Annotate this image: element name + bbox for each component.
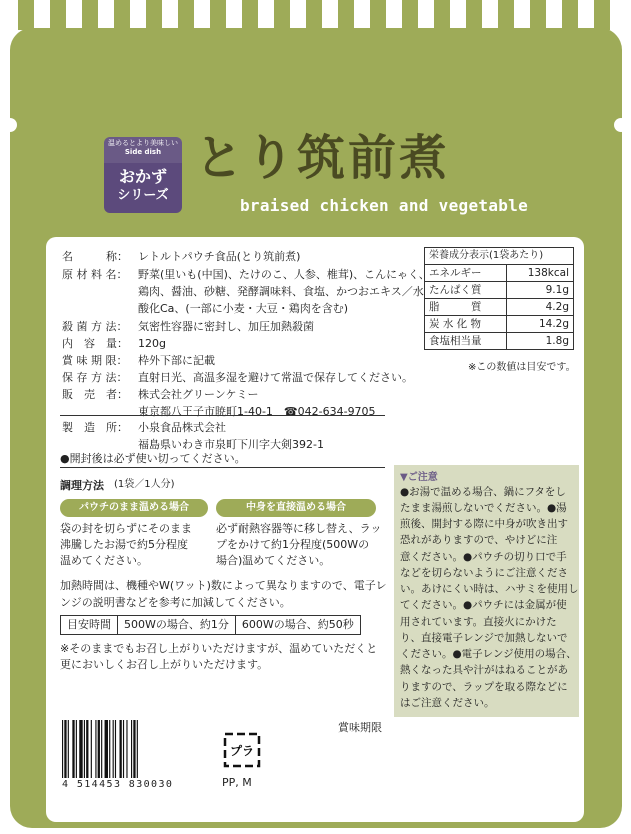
- info-value: 酸化Ca、(一部に小麦・大豆・鶏肉を含む): [138, 302, 349, 315]
- table-row: [425, 299, 574, 316]
- caution-line: てください。●パウチには金属が使: [400, 599, 567, 611]
- table-row: [425, 265, 574, 282]
- nutrition-table: [424, 247, 574, 350]
- nutrient-name: たんぱく質: [425, 282, 507, 299]
- info-label: 製 造 所：: [62, 421, 128, 434]
- notch-left: [3, 118, 17, 132]
- nutrient-value: 138kcal: [506, 265, 573, 282]
- caution-box: [394, 465, 579, 717]
- divider: [60, 415, 385, 416]
- caution-line: 用されています。直接火にかけた: [400, 616, 557, 628]
- series-badge: [104, 137, 182, 213]
- barcode-number: 4 514453 830030: [62, 779, 174, 790]
- info-value: 小泉食品株式会社: [138, 421, 226, 434]
- caution-line: ください。●電子レンジ使用の場合、: [400, 648, 577, 660]
- badge-okazu: おかず: [118, 167, 167, 186]
- nutrient-name: エネルギー: [425, 265, 507, 282]
- info-value: 株式会社グリーンケミー: [138, 388, 259, 401]
- info-value: 120g: [138, 337, 166, 350]
- top-stripes: [18, 0, 614, 30]
- table-row: [425, 282, 574, 299]
- table-row: [61, 616, 361, 635]
- time-table: [60, 615, 361, 635]
- table-row: [425, 316, 574, 333]
- caution-line: たまま湯煎しないでください。●湯: [400, 502, 567, 514]
- info-label: 賞 味 期 限：: [62, 354, 128, 367]
- info-label: 殺 菌 方 法：: [62, 320, 128, 333]
- caution-heading: ▼ご注意: [400, 472, 438, 483]
- nutrient-name: 脂 質: [425, 299, 507, 316]
- info-value: 福島県いわき市泉町下川字大剣392-1: [138, 438, 324, 451]
- caution-line: 意ください。●パウチの切り口で手: [400, 551, 567, 563]
- caution-line: などを切らないようにご注意くださ: [400, 567, 568, 579]
- nutrient-value: 9.1g: [506, 282, 573, 299]
- nutrient-name: 炭 水 化 物: [425, 316, 507, 333]
- product-subtitle: braised chicken and vegetable: [240, 196, 529, 215]
- heat-note: 加熱時間は、機種やW(ワット)数によって異なりますので、電子レ: [60, 579, 387, 592]
- material-code: PP, M: [222, 776, 252, 789]
- caution-line: り、直接電子レンジで加熱しないで: [400, 632, 568, 644]
- info-value: 鶏肉、醤油、砂糖、発酵調味料、食塩、かつおエキス／水: [138, 285, 424, 298]
- caution-line: い。あけにくい時は、ハサミを使用し: [400, 583, 579, 595]
- product-title: とり筑前煮: [195, 130, 451, 186]
- badge-main: [104, 163, 182, 213]
- direct-text: 場合)温めてください。: [216, 554, 331, 567]
- cold-note: ※そのままでもお召し上がりいただけますが、温めていただくと: [60, 642, 378, 655]
- info-value: 野菜(里いも(中国)、たけのこ、人参、椎茸)、こんにゃく、: [138, 268, 430, 281]
- info-value: レトルトパウチ食品(とり筑前煮): [138, 250, 301, 263]
- caution-line: 熱くなった具や汁がはねることがあ: [400, 664, 568, 676]
- cold-note: 更においしくお召し上がりいただけます。: [60, 658, 269, 671]
- barcode: [60, 720, 178, 780]
- badge-series: シリーズ: [117, 188, 169, 203]
- caution-line: 煎後、開封する際に中身が吹き出す: [400, 518, 568, 530]
- info-label: 内 容 量：: [62, 337, 128, 350]
- direct-text: プをかけて約1分程度(500Wの: [216, 538, 370, 551]
- nutrient-value: 14.2g: [506, 316, 573, 333]
- heat-note: ンジの説明書などを参考に加減してください。: [60, 596, 291, 609]
- direct-method-title: 中身を直接温める場合: [216, 499, 376, 517]
- time-500w: 500Wの場合、約1分: [118, 616, 236, 635]
- info-label: 名 称：: [62, 250, 128, 263]
- pouch-text: 沸騰したお湯で約5分程度: [60, 538, 188, 551]
- divider: [60, 467, 385, 468]
- caution-line: はご注意ください。: [400, 697, 495, 709]
- badge-tagline: 温めるとより美味しい: [108, 139, 178, 147]
- badge-side-dish: Side dish: [124, 148, 162, 156]
- caution-line: ●お湯で温める場合、鍋にフタをし: [400, 486, 566, 498]
- info-label: 保 存 方 法：: [62, 371, 128, 384]
- info-value: 東京都八王子市暁町1-40-1 ☎042-634-9705: [138, 405, 376, 418]
- nutrient-value: 1.8g: [506, 333, 573, 350]
- nutrient-value: 4.2g: [506, 299, 573, 316]
- recycle-icon: [219, 728, 265, 772]
- badge-top: [104, 137, 182, 165]
- opened-note: ●開封後は必ず使い切ってください。: [60, 452, 246, 465]
- pouch-text: 温めてください。: [60, 554, 148, 567]
- info-value: 枠外下部に記載: [138, 354, 215, 367]
- info-label: 販 売 者：: [62, 388, 128, 401]
- nutrition-caption: 栄養成分表示(1袋あたり): [425, 248, 574, 265]
- pouch-method-title: パウチのまま温める場合: [60, 499, 208, 517]
- info-value: 直射日光、高温多湿を避けて常温で保存してください。: [138, 371, 413, 384]
- caution-line: りますので、ラップを取る際などに: [400, 681, 568, 693]
- nutrient-name: 食塩相当量: [425, 333, 507, 350]
- table-row: [425, 333, 574, 350]
- cooking-heading: 調理方法: [60, 479, 104, 492]
- notch-right: [614, 118, 628, 132]
- caution-line: 恐れがありますので、やけどに注: [400, 534, 558, 546]
- expiry-label: 賞味期限: [338, 721, 382, 734]
- cooking-heading-sub: (1袋／1人分): [114, 479, 175, 490]
- recycle-mark-text: プラ: [229, 744, 255, 758]
- pouch-text: 袋の封を切らずにそのまま: [60, 522, 192, 535]
- time-600w: 600Wの場合、約50秒: [235, 616, 360, 635]
- info-label: 原 材 料 名：: [62, 268, 128, 281]
- info-value: 気密性容器に密封し、加圧加熱殺菌: [138, 320, 314, 333]
- direct-text: 必ず耐熱容器等に移し替え、ラッ: [216, 522, 382, 535]
- nutrition-note: ※この数値は目安です。: [468, 362, 576, 373]
- time-label: 目安時間: [61, 616, 118, 635]
